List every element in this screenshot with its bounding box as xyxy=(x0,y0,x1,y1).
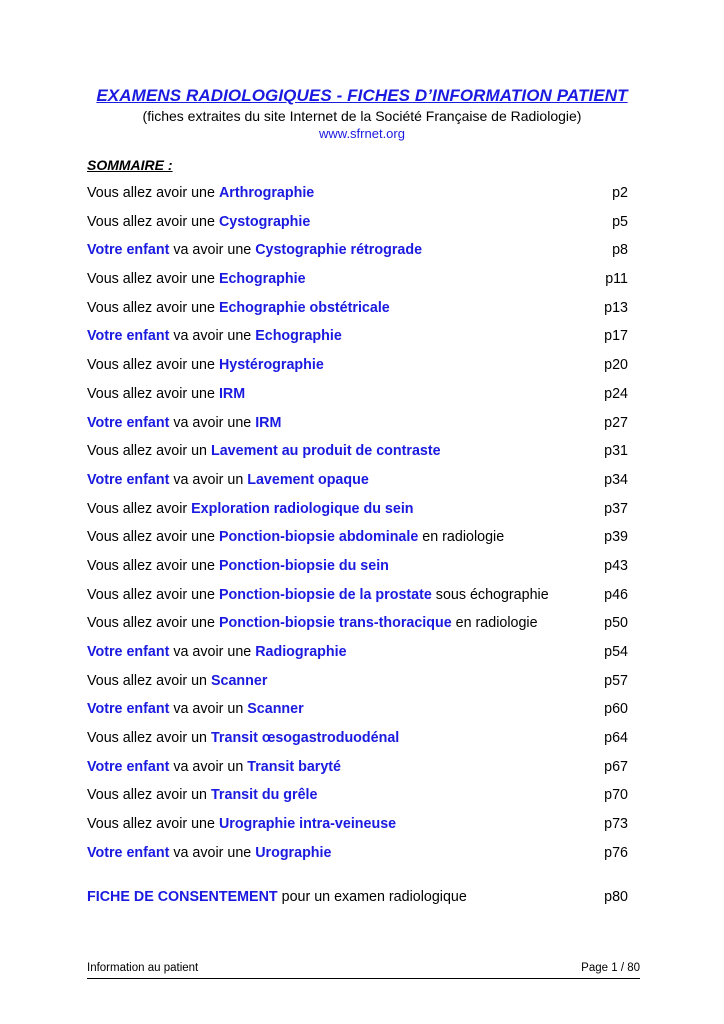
toc-entry-segment: Vous allez avoir une xyxy=(87,529,219,546)
toc-page-number: p24 xyxy=(604,385,628,402)
toc-page-number: p60 xyxy=(604,701,628,718)
toc-entry-highlight: Cystographie rétrograde xyxy=(255,242,423,259)
toc-entry[interactable] xyxy=(87,298,628,327)
toc-entry[interactable] xyxy=(87,355,628,384)
toc-page-number: p27 xyxy=(604,414,628,431)
toc-page-number: p57 xyxy=(604,672,628,689)
toc-entry-text xyxy=(87,443,441,459)
toc-entry[interactable] xyxy=(87,441,628,470)
toc-entry-highlight: IRM xyxy=(218,385,246,402)
toc-entry-segment: va avoir une xyxy=(169,328,256,345)
toc-page-number: p43 xyxy=(604,557,628,574)
consent-entry[interactable] xyxy=(87,887,628,907)
toc-entry[interactable] xyxy=(87,757,628,786)
toc-entry-highlight: Votre enfant xyxy=(87,471,170,488)
toc-entry-segment: Vous allez avoir un xyxy=(87,443,211,460)
toc-entry-segment: Vous allez avoir une xyxy=(87,271,219,288)
toc-page-number: p20 xyxy=(604,357,628,374)
toc-entry-highlight: Hystérographie xyxy=(218,357,324,374)
toc-entry-text xyxy=(87,415,281,431)
toc-entry-segment: Vous allez avoir un xyxy=(87,787,211,804)
toc-entry-segment: sous échographie xyxy=(431,586,549,603)
toc-entry-text xyxy=(87,529,504,545)
footer-left-text: Information au patient xyxy=(87,962,199,974)
toc-entry-text xyxy=(87,300,390,316)
toc-entry-segment: Vous allez avoir une xyxy=(87,357,219,374)
toc-page-number: p54 xyxy=(604,644,628,660)
toc-entry[interactable] xyxy=(87,240,628,269)
toc-entry-text xyxy=(87,357,324,373)
toc-entry-segment: Vous allez avoir une xyxy=(87,586,219,603)
toc-entry-segment: va avoir un xyxy=(169,758,248,775)
toc-page-number: p37 xyxy=(604,500,628,517)
toc-entry-segment: Vous allez avoir une xyxy=(87,185,219,201)
toc-entry-segment: va avoir un xyxy=(169,471,248,488)
toc-entry-highlight: Transit du grêle xyxy=(210,787,318,804)
toc-entry-highlight: Ponction-biopsie trans-thoracique xyxy=(218,615,452,632)
toc-entry[interactable] xyxy=(87,384,628,413)
toc-entry-highlight: Ponction-biopsie abdominale xyxy=(218,529,419,546)
toc-entry-highlight: Ponction-biopsie de la prostate xyxy=(218,586,432,603)
toc-entry-highlight: Exploration radiologique du sein xyxy=(191,500,414,517)
toc-entry-segment: Vous allez avoir une xyxy=(87,557,219,574)
toc-entry[interactable] xyxy=(87,326,628,355)
toc-entry-text xyxy=(87,673,267,689)
toc-entry-highlight: Transit œsogastroduodénal xyxy=(210,730,400,747)
toc-entry-highlight: Votre enfant xyxy=(87,844,170,861)
toc-entry-highlight: Votre enfant xyxy=(87,701,170,718)
toc-entry-text xyxy=(87,787,317,803)
toc-entry-text xyxy=(87,501,414,517)
toc-page-number: p11 xyxy=(605,271,628,288)
toc-page-number: p17 xyxy=(604,328,628,345)
toc-entry-segment: Vous allez avoir xyxy=(87,500,192,517)
toc-entry-highlight: Votre enfant xyxy=(87,758,170,775)
table-of-contents xyxy=(87,183,628,872)
toc-entry-text xyxy=(87,214,310,230)
toc-entry-highlight: Scanner xyxy=(210,672,268,689)
toc-entry-segment: va avoir une xyxy=(169,242,256,259)
toc-entry-segment: Vous allez avoir une xyxy=(87,385,219,402)
toc-page-number: p46 xyxy=(604,586,628,603)
toc-entry-segment: Vous allez avoir un xyxy=(87,730,211,747)
toc-entry-text xyxy=(87,816,396,832)
footer-page-indicator: Page 1 / 80 xyxy=(581,962,640,974)
toc-entry[interactable] xyxy=(87,527,628,556)
toc-entry[interactable] xyxy=(87,843,628,872)
toc-page-number: p39 xyxy=(604,529,628,546)
toc-entry[interactable] xyxy=(87,785,628,814)
toc-page-number: p2 xyxy=(612,185,628,201)
consent-page-number: p80 xyxy=(604,889,628,905)
toc-page-number: p64 xyxy=(604,730,628,747)
document-subtitle: (fiches extraites du site Internet de la Société Française de Radiologie) xyxy=(142,108,582,124)
toc-entry-highlight: Echographie obstétricale xyxy=(218,299,390,316)
toc-page-number: p73 xyxy=(604,816,628,833)
toc-entry-text xyxy=(87,701,304,717)
toc-entry-segment: va avoir un xyxy=(169,701,248,718)
toc-entry-highlight: Lavement opaque xyxy=(247,471,369,488)
toc-entry[interactable] xyxy=(87,212,628,241)
toc-entry-highlight: Urographie intra-veineuse xyxy=(218,816,397,833)
toc-page-number: p34 xyxy=(604,471,628,488)
toc-entry-segment: Vous allez avoir une xyxy=(87,615,219,632)
toc-entry-text xyxy=(87,386,245,402)
toc-entry-segment: Vous allez avoir une xyxy=(87,816,219,833)
toc-page-number: p70 xyxy=(604,787,628,804)
toc-entry[interactable] xyxy=(87,556,628,585)
toc-entry-highlight: Ponction-biopsie du sein xyxy=(218,557,389,574)
toc-entry-segment: Vous allez avoir une xyxy=(87,213,219,230)
toc-page-number: p13 xyxy=(604,299,628,316)
toc-entry-highlight: Votre enfant xyxy=(87,242,170,259)
toc-entry[interactable] xyxy=(87,585,628,614)
toc-entry-text xyxy=(87,328,342,344)
toc-entry-highlight: Votre enfant xyxy=(87,328,170,345)
consent-text: pour un examen radiologique xyxy=(277,889,467,905)
toc-entry-highlight: Transit baryté xyxy=(247,758,342,775)
toc-entry-segment: Vous allez avoir un xyxy=(87,672,211,689)
toc-page-number: p5 xyxy=(612,213,628,230)
toc-entry[interactable] xyxy=(87,642,628,671)
toc-entry-highlight: Votre enfant xyxy=(87,414,170,431)
toc-page-number: p67 xyxy=(604,758,628,775)
toc-entry-highlight: Urographie xyxy=(255,844,332,861)
toc-entry-highlight: Votre enfant xyxy=(87,644,170,660)
toc-entry-text xyxy=(87,730,399,746)
toc-entry-segment: en radiologie xyxy=(451,615,538,632)
document-title: EXAMENS RADIOLOGIQUES - FICHES D’INFORMATION PATIENT xyxy=(96,86,628,105)
consent-label: FICHE DE CONSENTEMENT xyxy=(87,889,278,905)
toc-entry[interactable] xyxy=(87,413,628,442)
toc-entry[interactable] xyxy=(87,499,628,528)
toc-page-number: p8 xyxy=(612,242,628,259)
toc-entry-segment: en radiologie xyxy=(418,529,505,546)
toc-page-number: p76 xyxy=(604,844,628,861)
toc-entry-highlight: Scanner xyxy=(247,701,304,718)
toc-page-number: p50 xyxy=(604,615,628,632)
toc-entry-text xyxy=(87,644,347,660)
toc-entry-segment: Vous allez avoir une xyxy=(87,299,219,316)
toc-entry-text xyxy=(87,185,314,201)
toc-page-number: p31 xyxy=(604,443,628,460)
page-footer xyxy=(87,962,640,979)
toc-entry-highlight: Cystographie xyxy=(218,213,311,230)
toc-entry-highlight: Arthrographie xyxy=(218,185,315,201)
toc-entry-text xyxy=(87,242,422,258)
toc-entry[interactable] xyxy=(87,728,628,757)
toc-entry-text xyxy=(87,558,389,574)
toc-entry-text xyxy=(87,845,331,861)
toc-entry[interactable] xyxy=(87,699,628,728)
toc-entry[interactable] xyxy=(87,183,628,212)
toc-entry-segment: va avoir une xyxy=(169,414,256,431)
toc-entry-text xyxy=(87,759,341,775)
toc-entry-highlight: Echographie xyxy=(218,271,306,288)
toc-entry[interactable] xyxy=(87,671,628,700)
toc-entry-highlight: Lavement au produit de contraste xyxy=(210,443,441,460)
toc-entry[interactable] xyxy=(87,470,628,499)
toc-entry-highlight: Echographie xyxy=(255,328,342,345)
toc-entry-segment: va avoir une xyxy=(169,644,256,660)
toc-entry-segment: va avoir une xyxy=(169,844,256,861)
toc-entry[interactable] xyxy=(87,269,628,298)
sommaire-heading: SOMMAIRE : xyxy=(87,157,173,173)
toc-entry[interactable] xyxy=(87,814,628,843)
toc-entry-text xyxy=(87,587,549,603)
toc-entry-text xyxy=(87,615,538,631)
toc-entry-highlight: Radiographie xyxy=(255,644,347,660)
site-link[interactable]: www.sfrnet.org xyxy=(319,126,405,141)
toc-entry[interactable] xyxy=(87,613,628,642)
toc-entry-highlight: IRM xyxy=(255,414,282,431)
toc-entry-text xyxy=(87,472,369,488)
toc-entry-text xyxy=(87,271,306,287)
